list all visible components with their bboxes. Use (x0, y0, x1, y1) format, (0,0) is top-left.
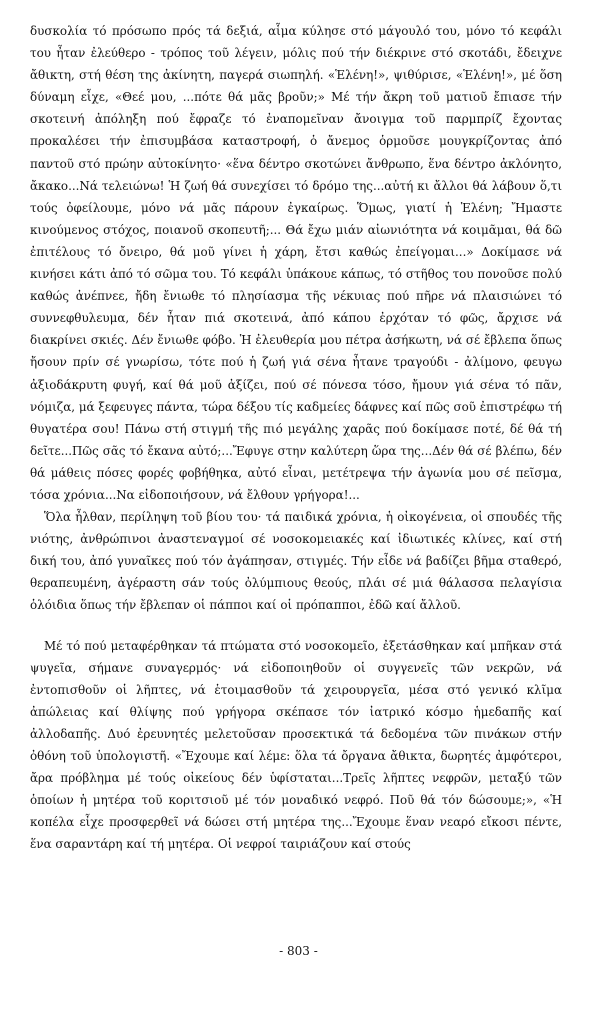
document-page (30, 20, 562, 1010)
paragraph-3: Μέ τό πού μεταφέρθηκαν τά πτώματα στό νοσοκομεῖο, ἐξετάσθηκαν καί μπῆκαν στά ψυγεῖα, σήμανε συναγερμός· νά εἰδοποιηθοῦν οἱ συγγενεῖς τῶν νεκρῶν, νά ἐντοπισθοῦν οἱ λῆπτες, νά ἑτοιμασθοῦν τά χειρουργεῖα, μέσα στό γενικό κλῖμα ἀπώλειας καί θλίψης πού γρήγορα σκέπασε τόν ἰατρικό κόσμο ἡμεδαπῆς καί ἀλλοδαπῆς. Δυό ἐρευνητές μελετοῦσαν προσεκτικά τά δεδομένα τῶν πινάκων στήν ὀθόνη τοῦ ὑπολογιστῆ. «Ἔχουμε καί λέμε: ὅλα τά ὄργανα ἄθικτα, δωρητές ἀμφότεροι, ἄρα πρόβλημα μέ τούς οἰκείους δέν ὑφίσταται...Τρεῖς λῆπτες νεφρῶν, μεταξύ τῶν ὁποίων ἡ μητέρα τοῦ κοριτσιοῦ μέ τόν μοναδικό νεφρό. Ποῦ θά τόν δώσουμε;», «Ἡ κοπέλα εἶχε προσφερθεῖ νά δώσει στή μητέρα της...Ἔχουμε ἕναν νεαρό εἴκοσι πέντε, ἕνα σαραντάρη καί τή μητέρα. Οἱ νεφροί ταιριάζουν καί στούς (30, 638, 562, 852)
paragraph-1: δυσκολία τό πρόσωπο πρός τά δεξιά, αἷμα κύλησε στό μάγουλό του, μόνο τό κεφάλι του ἦταν ἐλεύθερο - τρόπος τοῦ λέγειν, μόλις πού τήν διέκρινε στό σκοτάδι, ἔδειχνε ἄθικτη, στή θέση της ἀκίνητη, παγερά σιωπηλή. «Ἑλένη!», ψιθύρισε, «Ἑλένη!», μέ ὅση δύναμη εἶχε, «Θεέ μου, ...πότε θά μᾶς βροῦν;» Μέ τήν ἄκρη τοῦ ματιοῦ ἔπιασε τήν σκοτεινή ἀπόληξη πού ἔφραζε τό ἐναπομεῖναν ἄνοιγμα τοῦ παρμπρίζ ἔχοντας προκαλέσει τήν ἐπισυμβάσα καταστροφή, ὁ ἄνεμος ὁρμοῦσε μουγκρίζοντας ἀπό παντοῦ στό πρώην αὐτοκίνητο· «ἕνα δέντρο σκοτώνει ἄνθρωπο, ἕνα δέντρο ἀκλόνητο, ἄκακο...Νά τελειώνω! Ἡ ζωή θά συνεχίσει τό δρόμο της...αὐτή κι ἄλλοι θά λάβουν ὅ,τι τούς ὀφείλουμε, μόνο νά μᾶς πάρουν ἐγκαίρως. Ὅμως, γιατί ἡ Ἑλένη; Ἤμαστε κινούμενος στόχος, ποιανοῦ σκοπευτῆ;... Θά ἔχω μιάν αἰωνιότητα νά κοιμᾶμαι, θά δῶ ἐπιτέλους τό ὄνειρο, θά μοῦ γίνει ἡ χάρη, ἔτσι καθώς ἐπείγομαι...» Δοκίμασε νά κινήσει κάτι ἀπό τό σῶμα του. Τό κεφάλι ὑπάκουε κάπως, τό στῆθος του πονοῦσε πολύ καθώς ἀνέπνεε, ἤδη ἔνιωθε τό πλησίασμα τῆς νέκυιας πού πῆρε νά πλαισιώνει τό συννεφθυλευμα, δέν ἦταν πιά σκοτεινά, ἀπό κάπου ἐρχόταν τό φῶς, ἄρχισε νά διακρίνει σκιές. Δέν ἔνιωθε φόβο. Ἡ ἐλευθερία μου πέτρα ἀσήκωτη, νά σέ ἔβλεπα ὅπως ἤσουν πρίν σέ γνωρίσω, τότε πού ἡ ζωή γιά σένα ἦτανε τραγούδι - ἀλίμονο, φευγω ἀξιοδάκρυτη φυγή, καί θά μοῦ ἀξίζει, πού σέ πόνεσα τόσο, ἤμουν γιά σένα τό πᾶν, νόμιζα, μά ξεφευγες πάντα, τώρα δέξου τίς καδμείες δάφνες καί πῶς σοῦ ἐπιστρέφω τή θυγατέρα σου! Πάνω στή στιγμή τῆς πιό μεγάλης χαρᾶς πού δοκίμασε ποτέ, δέ θά τή δεῖτε...Πῶς σᾶς τό ἔκανα αὐτό;...Ἔφυγε στην καλύτερη ὥρα της...Δέν θά σέ βλέπω, δέν θά μάθεις πόσες φορές φοβήθηκα, αὐτό εἶναι, μετέτρεψα τήν ἀγωνία μου σέ πεῖσμα, τόσα χρόνια...Να εἰδοποιήσουν, νά ἔλθουν γρήγορα!... (30, 24, 562, 502)
paragraph-2: Ὅλα ἦλθαν, περίληψη τοῦ βίου του· τά παιδικά χρόνια, ἡ οἰκογένεια, οἱ σπουδές τῆς νιότης, ἀνθρώπινοι ἀναστεναγμοί σέ νοσοκομειακές καί ἰδιωτικές κλίνες, καί στή δική του, ἀπό γυναῖκες πού τόν ἀγάπησαν, στιγμές. Τήν εἶδε νά βαδίζει βῆμα σταθερό, θεραπευμένη, ἀγέραστη σάν τούς ὀλύμπιους θεούς, πλάι σέ μιά θάλασσα πελαγίσια ὁλόιδια ὅπως τήν ἔβλεπαν οἱ πάπποι καί οἱ πρόπαπποι, ἐδῶ καί ἄλλοῦ. (30, 510, 562, 613)
section-break (30, 617, 562, 635)
page-number: - 803 - (279, 944, 318, 958)
